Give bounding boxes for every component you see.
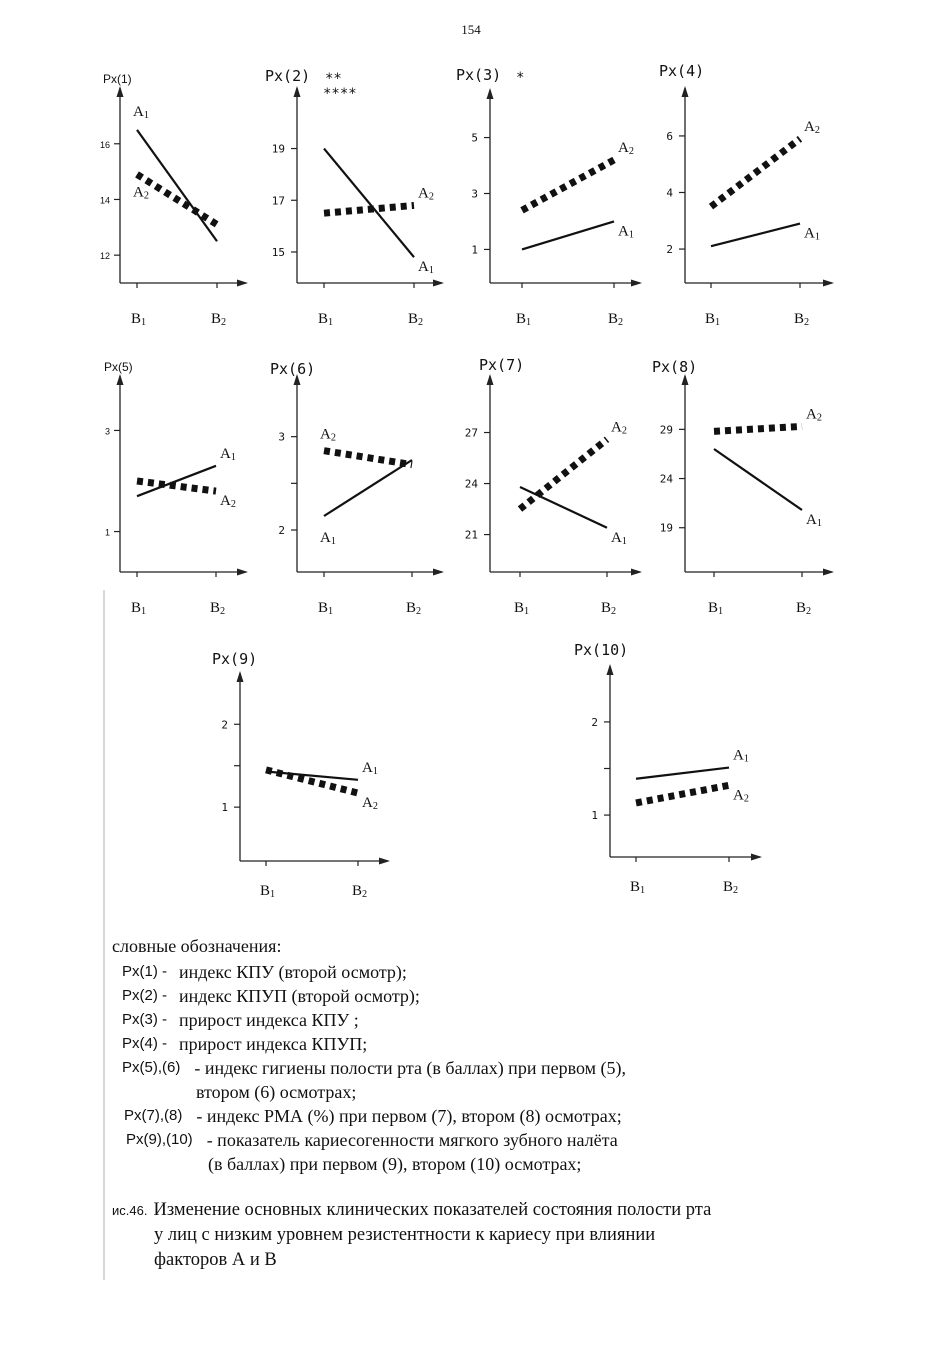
y-tick-label: 2 [278, 524, 285, 537]
y-tick-label: 14 [99, 195, 110, 206]
x-axis-arrow [379, 858, 390, 865]
series-label-A1: A1 [133, 103, 149, 121]
series-label-A2: A2 [804, 118, 820, 136]
x-tick-label-B1: B1 [514, 600, 530, 617]
series-line-A2 [137, 481, 216, 491]
legend [112, 934, 872, 1176]
y-axis-arrow [487, 88, 494, 99]
legend-row-px5-6 [112, 1056, 872, 1080]
y-axis-arrow [607, 664, 614, 675]
series-line-A1 [714, 449, 802, 510]
x-tick-label-B2: B2 [723, 879, 739, 896]
series-label-A1: A1 [804, 225, 820, 243]
series-label-A2: A2 [220, 493, 236, 511]
legend-text: втором (6) осмотрах; [196, 1082, 357, 1102]
series-line-A2 [324, 451, 412, 465]
x-tick-label-B1: B1 [131, 600, 147, 617]
legend-text: - показатель кариесогенности мягкого зубного налёта [206, 1130, 618, 1150]
chart-title: Px(3) [456, 66, 502, 84]
series-line-A1 [324, 149, 414, 258]
x-axis-arrow [433, 280, 444, 287]
x-tick-label-B1: B1 [318, 311, 334, 328]
x-axis-arrow [823, 569, 834, 576]
legend-row-px2 [112, 984, 872, 1008]
series-label-A2: A2 [618, 139, 634, 157]
legend-text: прирост индекса КПУП; [179, 1034, 368, 1054]
legend-code: Px(5),(6) [122, 1059, 181, 1076]
chart-title: Px(8) [652, 358, 698, 376]
x-tick-label-B2: B2 [608, 311, 624, 328]
y-tick-label: 17 [271, 194, 285, 208]
legend-text: (в баллах) при первом (9), втором (10) осмотрах; [208, 1154, 582, 1174]
y-tick-label: 27 [464, 426, 478, 440]
chart-title: Px(1) [103, 72, 132, 86]
series-line-A1 [711, 224, 800, 247]
legend-text: индекс КПУ (второй осмотр); [179, 962, 407, 982]
significance-stars: **** [323, 86, 357, 102]
legend-code: Px(3) - [122, 1011, 167, 1028]
legend-code: Px(9),(10) [126, 1131, 193, 1148]
legend-code: Px(2) - [122, 987, 167, 1004]
legend-row-px3 [112, 1008, 872, 1032]
y-tick-label: 24 [464, 477, 478, 491]
series-line-A2 [324, 205, 414, 213]
legend-code: Px(1) - [122, 963, 167, 980]
legend-text: - индекс гигиены полости рта (в баллах) при первом (5), [194, 1058, 626, 1078]
legend-heading: словные обозначения: [112, 936, 282, 956]
series-label-A1: A1 [618, 223, 634, 241]
caption-line-3: факторов А и В [154, 1250, 277, 1270]
y-tick-label: 1 [221, 801, 228, 815]
significance-stars: ** [325, 71, 342, 87]
x-axis-arrow [433, 569, 444, 576]
chart-panel-7 [484, 374, 642, 577]
series-label-A1: A1 [611, 529, 627, 547]
series-line-A1 [520, 487, 607, 528]
chart-title: Px(7) [479, 356, 525, 374]
series-label-A2: A2 [611, 419, 627, 437]
series-line-A2 [522, 160, 614, 210]
chart-title: Px(10) [574, 641, 629, 659]
x-tick-label-B2: B2 [408, 311, 424, 328]
x-axis-arrow [237, 569, 248, 576]
legend-text: прирост индекса КПУ ; [179, 1010, 359, 1030]
y-tick-label: 2 [591, 715, 598, 729]
y-axis-arrow [487, 374, 494, 385]
y-axis-arrow [117, 86, 124, 97]
y-tick-label: 12 [99, 251, 110, 262]
y-axis-arrow [117, 374, 124, 385]
margin-rule [103, 590, 105, 1280]
y-tick-label: 16 [99, 139, 110, 150]
page-number: 154 [461, 22, 481, 37]
legend-text: индекс КПУП (второй осмотр); [179, 986, 420, 1006]
legend-row-px9-10 [112, 1128, 872, 1152]
y-tick-label: 2 [221, 718, 228, 732]
x-axis-arrow [631, 280, 642, 287]
caption-text: Изменение основных клинических показателей состояния полости рта [153, 1200, 712, 1220]
y-tick-label: 15 [271, 245, 285, 259]
legend-row-px4 [112, 1032, 872, 1056]
y-tick-label: 4 [666, 186, 673, 200]
chart-panel-8 [679, 374, 834, 577]
series-label-A2: A2 [733, 787, 749, 805]
y-tick-label: 1 [104, 527, 110, 538]
caption-number: ис.46. [112, 1203, 148, 1218]
x-tick-label-B1: B1 [516, 311, 532, 328]
x-axis-arrow [237, 280, 248, 287]
caption-line-1 [112, 1198, 852, 1223]
x-axis-arrow [823, 280, 834, 287]
series-label-A2: A2 [133, 184, 149, 202]
chart-title: Px(2) [265, 67, 311, 85]
chart-title: Px(5) [104, 360, 133, 374]
series-label-A1: A1 [418, 259, 434, 277]
x-tick-label-B1: B1 [705, 311, 721, 328]
series-label-A1: A1 [733, 747, 749, 765]
x-tick-label-B1: B1 [630, 879, 646, 896]
series-line-A2 [714, 426, 802, 431]
x-tick-label-B2: B2 [406, 600, 422, 617]
x-axis-arrow [631, 569, 642, 576]
legend-row-px1 [112, 960, 872, 984]
x-tick-label-B1: B1 [260, 883, 276, 900]
x-axis-arrow [751, 854, 762, 861]
series-line-A1 [636, 768, 729, 779]
figure-caption [112, 1198, 852, 1273]
x-tick-label-B2: B2 [794, 311, 810, 328]
legend-row-px9-10-cont [112, 1152, 872, 1176]
x-tick-label-B1: B1 [708, 600, 724, 617]
series-label-A2: A2 [806, 406, 822, 424]
series-line-A2 [137, 174, 217, 224]
x-tick-label-B2: B2 [796, 600, 812, 617]
chart-title: Px(6) [270, 360, 316, 378]
series-line-A1 [324, 460, 412, 516]
chart-title: Px(9) [212, 650, 258, 668]
x-tick-label-B1: B1 [131, 311, 147, 328]
x-tick-label-B2: B2 [210, 600, 226, 617]
series-label-A1: A1 [362, 759, 378, 777]
y-tick-label: 3 [471, 187, 478, 201]
y-tick-label: 5 [471, 131, 478, 145]
legend-code: Px(7),(8) [124, 1107, 183, 1124]
chart-panel-6 [291, 374, 444, 577]
x-tick-label-B1: B1 [318, 600, 334, 617]
legend-text: - индекс РМА (%) при первом (7), втором (8) осмотрах; [196, 1106, 622, 1126]
y-axis-arrow [237, 671, 244, 682]
legend-row-px5-6-cont [112, 1080, 872, 1104]
y-tick-label: 29 [659, 423, 673, 437]
y-tick-label: 3 [104, 426, 110, 437]
chart-panel-3 [484, 88, 642, 288]
x-tick-label-B2: B2 [211, 311, 227, 328]
caption-line-2: у лиц с низким уровнем резистентности к кариесу при влиянии [154, 1225, 656, 1245]
y-tick-label: 2 [666, 243, 673, 257]
series-line-A2 [711, 139, 800, 207]
y-axis-arrow [294, 86, 301, 97]
chart-panel-5 [114, 374, 248, 577]
y-tick-label: 6 [666, 129, 673, 143]
series-label-A2: A2 [320, 426, 336, 444]
y-tick-label: 24 [659, 472, 673, 486]
chart-panel-4 [679, 86, 834, 288]
series-line-A2 [636, 785, 729, 803]
series-label-A2: A2 [418, 185, 434, 203]
y-axis-arrow [682, 86, 689, 97]
series-line-A1 [522, 221, 614, 249]
y-tick-label: 3 [278, 430, 285, 444]
y-tick-label: 1 [471, 243, 478, 257]
y-tick-label: 19 [271, 142, 285, 156]
x-tick-label-B2: B2 [601, 600, 617, 617]
legend-row-px7-8 [112, 1104, 872, 1128]
significance-stars: * [516, 70, 525, 86]
series-label-A1: A1 [220, 445, 236, 463]
series-line-A2 [266, 770, 358, 793]
x-tick-label-B2: B2 [352, 883, 368, 900]
chart-title: Px(4) [659, 62, 705, 80]
series-label-A2: A2 [362, 795, 378, 813]
series-label-A1: A1 [806, 512, 822, 530]
legend-code: Px(4) - [122, 1035, 167, 1052]
y-tick-label: 19 [659, 521, 673, 535]
series-label-A1: A1 [320, 530, 336, 547]
y-tick-label: 1 [591, 809, 598, 823]
series-line-A2 [520, 439, 607, 509]
y-tick-label: 21 [464, 528, 478, 542]
